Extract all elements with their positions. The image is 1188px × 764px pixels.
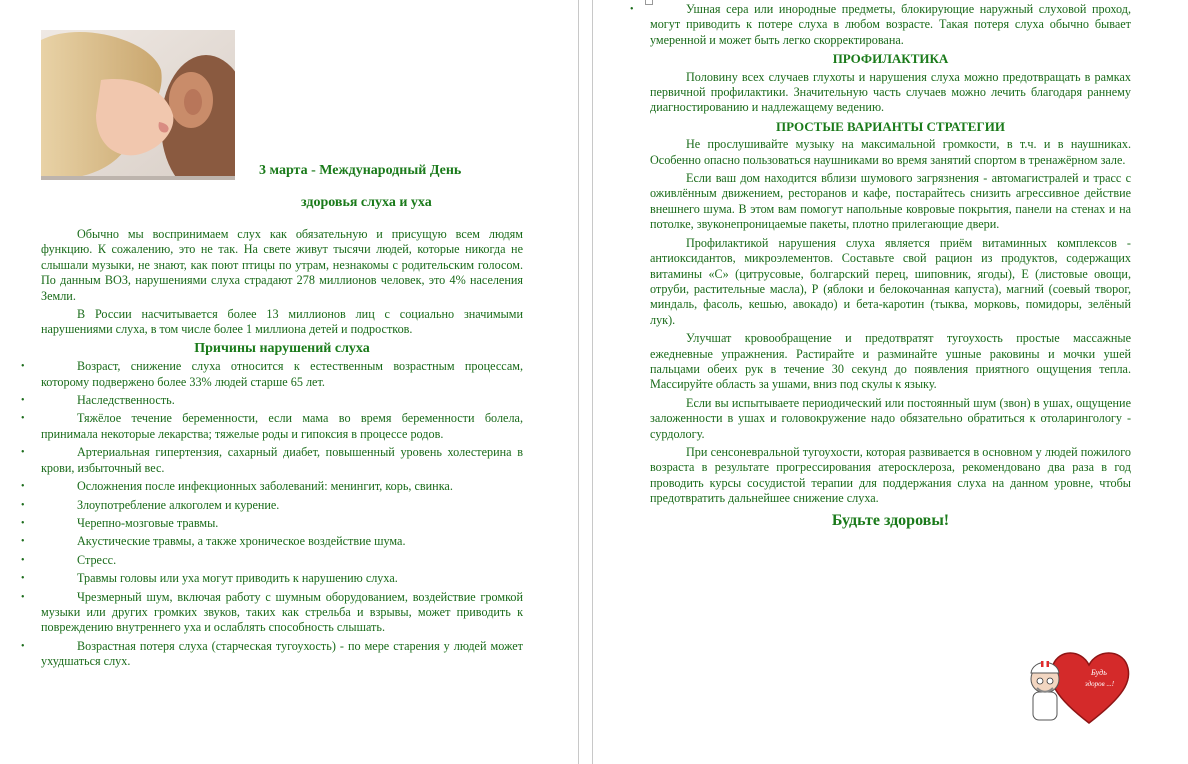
whisper-photo-illustration bbox=[41, 30, 235, 180]
bullet-icon: • bbox=[21, 395, 25, 407]
intro-paragraph-2: В России насчитывается более 13 миллионов лиц с социально значимыми нарушениями слуха, в том числе более 1 миллиона детей и подростков. bbox=[41, 307, 523, 337]
causes-heading: Причины нарушений слуха bbox=[194, 340, 370, 356]
bullet-icon: • bbox=[21, 499, 25, 511]
strategies-heading: ПРОСТЫЕ ВАРИАНТЫ СТРАТЕГИИ bbox=[776, 118, 1005, 134]
list-item: • Наследственность. bbox=[21, 393, 175, 408]
list-item: • Возраст, снижение слуха относится к естественным возрастным процессам, которому подвержено более 33% людей старше 65 лет. bbox=[21, 359, 523, 389]
list-item: • Артериальная гипертензия, сахарный диабет, повышенный уровень холестерина в крови, избыточный вес. bbox=[21, 445, 523, 475]
causes-list bbox=[21, 359, 523, 669]
heart-text-line-2: здоров ...! bbox=[1085, 680, 1115, 688]
intro-paragraph-1: Обычно мы воспринимаем слух как обязательную и присущую всем людям функцию. К сожалению, это не так. На свете живут тысячи людей, которые никогда не слышали музыки, не знают, как поют птицы по утрам, незнакомы с родительским голосом. По данным ВОЗ, нарушениями слуха страдают 278 миллионов человек, это 4% населения Земли. bbox=[41, 227, 523, 303]
heart-text-line-1: Будь bbox=[1091, 668, 1107, 677]
bullet-icon: • bbox=[21, 481, 25, 493]
page-title-line-1: 3 марта - Международный День bbox=[259, 163, 462, 178]
page-title-line-2: здоровья слуха и уха bbox=[301, 195, 432, 210]
list-item: • Злоупотребление алкоголем и курение. bbox=[21, 497, 280, 512]
strategy-paragraph: Улучшат кровообращение и предотвратят тугоухость простые массажные ежедневные упражнения. Растирайте и разминайте ушные раковины и мочки ушей пальцами обеих рук в течение 30 секунд до появления приятного ощущения тепла. Массируйте область за ушами, вниз под скулы к языку. bbox=[650, 331, 1131, 392]
heart-icon bbox=[1025, 645, 1137, 725]
bullet-icon: • bbox=[21, 361, 25, 373]
strategy-paragraph: Не прослушивайте музыку на максимальной громкости, в т.ч. и в наушниках. Особенно опасно пользоваться наушниками во время занятий спортом в тренажёрном зале. bbox=[650, 137, 1131, 167]
bullet-icon: • bbox=[21, 573, 25, 585]
list-item: • Стресс. bbox=[21, 552, 117, 567]
prevention-heading: ПРОФИЛАКТИКА bbox=[832, 51, 949, 67]
bullet-icon: • bbox=[21, 640, 25, 652]
left-column bbox=[21, 227, 523, 673]
list-item: • Черепно-мозговые травмы. bbox=[21, 515, 219, 530]
bullet-icon: • bbox=[21, 413, 25, 425]
bullet-icon: • bbox=[21, 517, 25, 529]
list-item: • Чрезмерный шум, включая работу с шумным оборудованием, воздействие громкой музыки или других громких звуков, таких как стрельба и взрывы, может приводить к повреждению внутреннего уха и ослаблять способность слышать. bbox=[21, 589, 523, 635]
list-item: • Тяжёлое течение беременности, если мама во время беременности болела, принимала некоторые лекарства; тяжелые роды и гипоксия в процессе родов. bbox=[21, 411, 523, 441]
list-item: • Травмы головы или уха могут приводить к нарушению слуха. bbox=[21, 571, 398, 586]
bullet-icon: • bbox=[21, 447, 25, 459]
list-item: • Ушная сера или инородные предметы, блокирующие наружный слуховой проход, могут приводить к потере слуха в любом возрасте. Такая потеря слуха обычно бывает умеренной и может быть легко скорректирована. bbox=[630, 2, 1131, 47]
whisper-photo bbox=[41, 30, 235, 180]
bullet-icon: • bbox=[630, 4, 634, 15]
causes-list-continued bbox=[630, 2, 1131, 48]
list-item: • Акустические травмы, а также хроническое воздействие шума. bbox=[21, 534, 406, 549]
strategy-paragraph: При сенсоневральной тугоухости, которая развивается в основном у людей пожилого возраста в результате прогрессирования атеросклероза, рекомендовано два раза в год проводить курсы сосудистой терапии для поддержания слуха на данном уровне, чтобы предотвратить дальнейшее снижение слуха. bbox=[650, 444, 1131, 506]
bullet-icon: • bbox=[21, 554, 25, 566]
page-gutter bbox=[578, 0, 593, 764]
bullet-icon: • bbox=[21, 536, 25, 548]
bullet-icon: • bbox=[21, 591, 25, 603]
list-item: • Осложнения после инфекционных заболеваний: менингит, корь, свинка. bbox=[21, 479, 453, 494]
strategy-paragraph: Если вы испытываете периодический или постоянный шум (звон) в ушах, ощущение заложенности в ушах и головокружение надо обязательно обратиться к отоларингологу - сурдологу. bbox=[650, 395, 1131, 441]
strategy-paragraph: Профилактикой нарушения слуха является приём витаминных комплексов - антиоксидантов, микроэлементов. Составьте свой рацион из продуктов, содержащих витамины «С» (цитрусовые, болгарский перец, шиповник, ягоды), Е (листовые овощи, отруби, растительные масла), Р (яблоки и белокочанная капуста), магний (соевый творог, миндаль, фасоль, кешью, авокадо) и бета-каротин (тыква, морковь, помидоры, зелёный лук). bbox=[650, 235, 1131, 327]
prevention-paragraph: Половину всех случаев глухоты и нарушения слуха можно предотвращать в рамках первичной профилактики. Значительную часть случаев можно лечить благодаря раннему диагностированию и надлежащему ведению. bbox=[650, 69, 1131, 115]
closing-wish: Будьте здоровы! bbox=[831, 511, 950, 529]
list-item: • Возрастная потеря слуха (старческая тугоухость) - по мере старения у людей может ухудшаться слух. bbox=[21, 638, 523, 669]
strategy-paragraph: Если ваш дом находится вблизи шумового загрязнения - автомагистралей и трасс с оживлённым движением, ресторанов и кафе, постарайтесь снизить агрессивное действие внешнего шума. В этом вам помогут напольные ковровые покрытия, панели на стенах и на потолке, звуконепроницаемые пакеты, плотно прилегающие двери. bbox=[650, 171, 1131, 232]
right-column bbox=[630, 2, 1131, 529]
heart-doctor-illustration bbox=[1025, 645, 1137, 725]
gutter-divider-left bbox=[578, 0, 579, 764]
